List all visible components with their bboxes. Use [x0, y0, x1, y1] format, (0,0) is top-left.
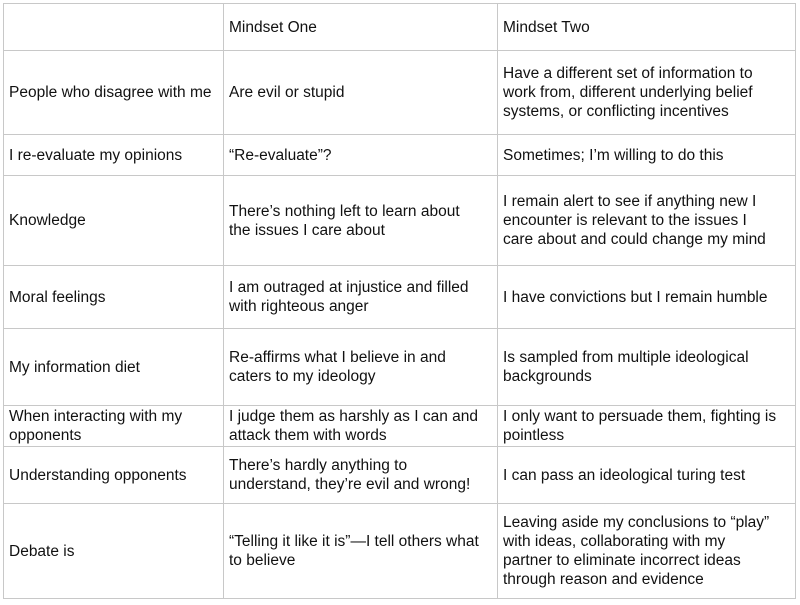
table-row [4, 447, 796, 504]
mindset-one-cell: I judge them as harshly as I can and attack them with words [224, 406, 498, 447]
row-label: Debate is [4, 504, 224, 599]
row-label: Knowledge [4, 176, 224, 266]
mindset-one-cell: “Re-evaluate”? [224, 135, 498, 176]
mindset-one-cell: Are evil or stupid [224, 51, 498, 135]
mindset-one-cell: “Telling it like it is”—I tell others what to believe [224, 504, 498, 599]
row-label: People who disagree with me [4, 51, 224, 135]
table-row [4, 176, 796, 266]
table-row [4, 406, 796, 447]
mindset-two-cell: Have a different set of information to work from, different underlying belief systems, or conflicting incentives [498, 51, 796, 135]
mindset-two-cell: Sometimes; I’m willing to do this [498, 135, 796, 176]
mindset-one-cell: I am outraged at injustice and filled with righteous anger [224, 266, 498, 329]
row-label: I re-evaluate my opinions [4, 135, 224, 176]
header-mindset-one: Mindset One [224, 4, 498, 51]
mindset-one-cell: There’s hardly anything to understand, they’re evil and wrong! [224, 447, 498, 504]
mindset-two-cell: I remain alert to see if anything new I encounter is relevant to the issues I care about and could change my mind [498, 176, 796, 266]
mindset-two-cell: I can pass an ideological turing test [498, 447, 796, 504]
mindset-two-cell: I have convictions but I remain humble [498, 266, 796, 329]
header-mindset-two: Mindset Two [498, 4, 796, 51]
mindset-one-cell: Re-affirms what I believe in and caters to my ideology [224, 329, 498, 406]
table-row [4, 135, 796, 176]
comparison-table [3, 3, 796, 599]
table-row [4, 504, 796, 599]
table-row [4, 266, 796, 329]
mindset-two-cell: Is sampled from multiple ideological backgrounds [498, 329, 796, 406]
row-label: My information diet [4, 329, 224, 406]
header-row [4, 4, 796, 51]
table-row [4, 51, 796, 135]
mindset-two-cell: I only want to persuade them, fighting is pointless [498, 406, 796, 447]
row-label: When interacting with my opponents [4, 406, 224, 447]
mindset-one-cell: There’s nothing left to learn about the issues I care about [224, 176, 498, 266]
header-cell-empty [4, 4, 224, 51]
mindset-two-cell: Leaving aside my conclusions to “play” with ideas, collaborating with my partner to eliminate incorrect ideas through reason and evidence [498, 504, 796, 599]
table-row [4, 329, 796, 406]
row-label: Moral feelings [4, 266, 224, 329]
row-label: Understanding opponents [4, 447, 224, 504]
